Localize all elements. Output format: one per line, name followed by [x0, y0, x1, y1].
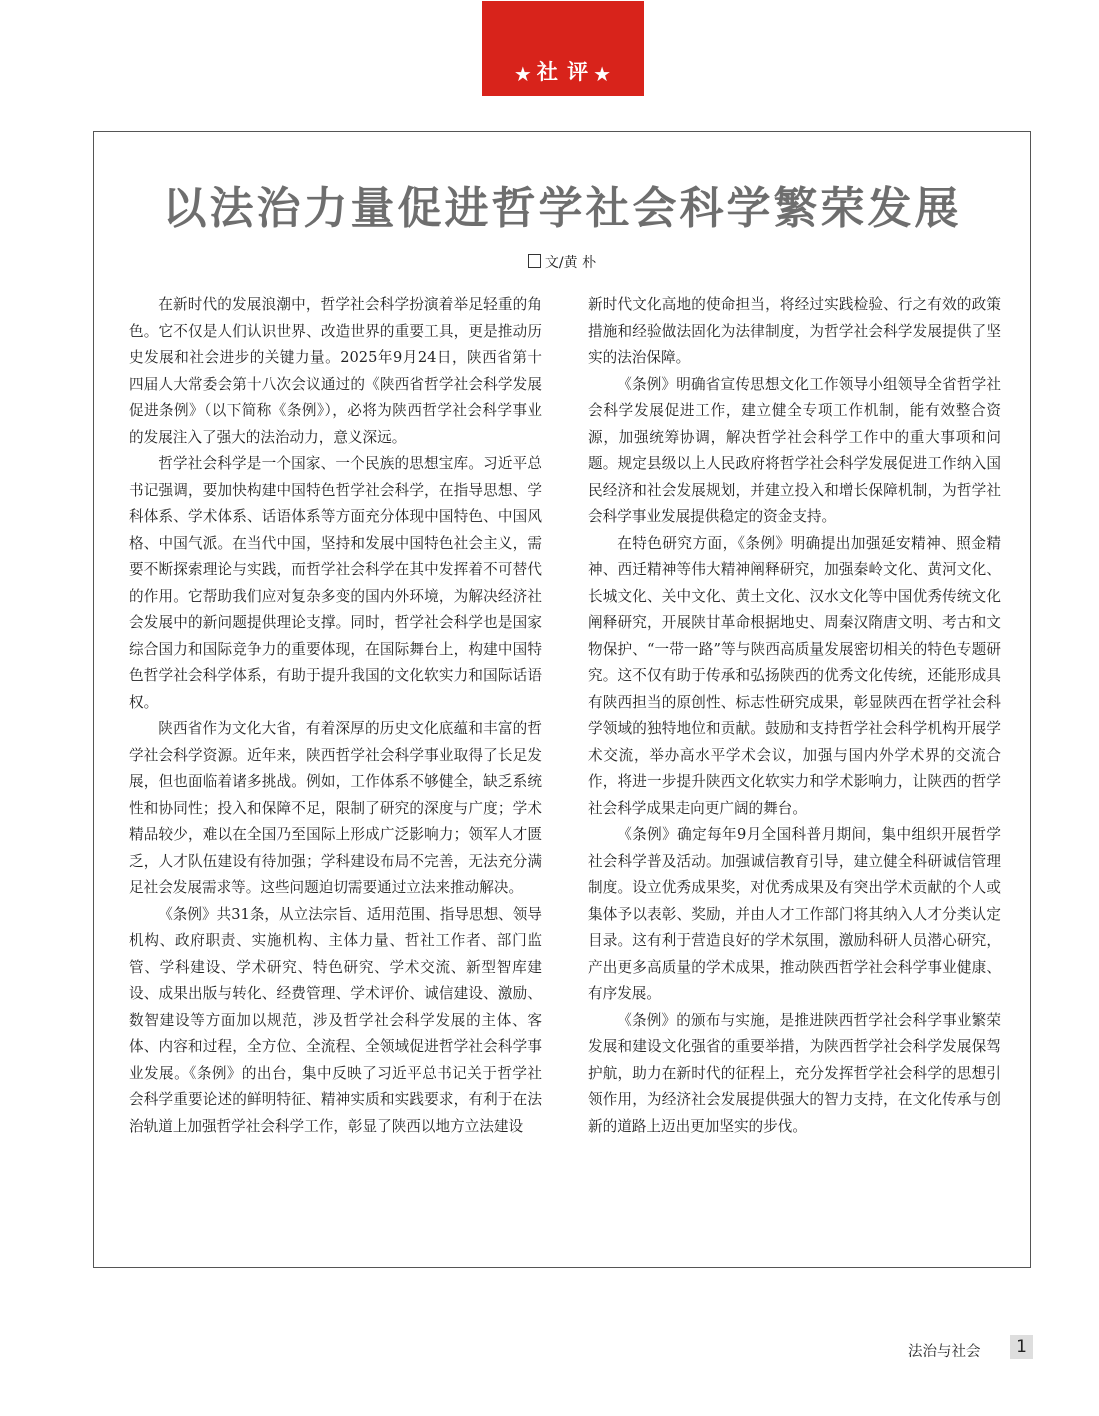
left-column — [129, 292, 542, 1140]
paragraph: 《条例》共31条，从立法宗旨、适用范围、指导思想、领导机构、政府职责、实施机构、主体力量、哲社工作者、部门监管、学科建设、学术研究、特色研究、学术交流、新型智库建设、成果出版与转化、经费管理、学术评价、诚信建设、激励、数智建设等方面加以规范，涉及哲学社会科学发展的主体、客体、内容和过程，全方位、全流程、全领域促进哲学社会科学事业发展。《条例》的出台，集中反映了习近平总书记关于哲学社会科学重要论述的鲜明特征、精神实质和实践要求，有利于在法治轨道上加强哲学社会科学工作，彰显了陕西以地方立法建设 — [129, 905, 542, 1135]
section-badge — [482, 1, 644, 96]
square-icon — [528, 254, 541, 268]
paragraph: 在特色研究方面，《条例》明确提出加强延安精神、照金精神、西迁精神等伟大精神阐释研究，加强秦岭文化、黄河文化、长城文化、关中文化、黄土文化、汉水文化等中国优秀传统文化阐释研究，开展陕甘革命根据地史、周秦汉隋唐文明、考古和文物保护、“一带一路”等与陕西高质量发展密切相关的特色专题研究。这不仅有助于传承和弘扬陕西的优秀文化传统，还能形成具有陕西担当的原创性、标志性研究成果，彰显陕西在哲学社会科学领域的独特地位和贡献。鼓励和支持哲学社会科学机构开展学术交流，举办高水平学术会议，加强与国内外学术界的交流合作，将进一步提升陕西文化软实力和学术影响力，让陕西的哲学社会科学成果走向更广阔的舞台。 — [588, 534, 1001, 817]
paragraph: 陕西省作为文化大省，有着深厚的历史文化底蕴和丰富的哲学社会科学资源。近年来，陕西哲学社会科学事业取得了长足发展，但也面临着诸多挑战。例如，工作体系不够健全，缺乏系统性和协同性；投入和保障不足，限制了研究的深度与广度；学术精品较少，难以在全国乃至国际上形成广泛影响力；领军人才匮乏，人才队伍建设有待加强；学科建设布局不完善，无法充分满足社会发展需求等。这些问题迫切需要通过立法来推动解决。 — [129, 720, 542, 896]
paragraph: 《条例》明确省宣传思想文化工作领导小组领导全省哲学社会科学发展促进工作，建立健全专项工作机制，能有效整合资源，加强统筹协调，解决哲学社会科学工作中的重大事项和问题。规定县级以上人民政府将哲学社会科学发展促进工作纳入国民经济和社会发展规划，并建立投入和增长保障机制，为哲学社会科学事业发展提供稳定的资金支持。 — [588, 375, 1001, 525]
article-frame — [93, 131, 1031, 1268]
page-number: 1 — [1010, 1335, 1033, 1359]
paragraph: 《条例》确定每年9月全国科普月期间，集中组织开展哲学社会科学普及活动。加强诚信教育引导，建立健全科研诚信管理制度。设立优秀成果奖，对优秀成果及有突出学术贡献的个人或集体予以表彰、奖励，并由人才工作部门将其纳入人才分类认定目录。这有利于营造良好的学术氛围，激励科研人员潜心研究，产出更多高质量的学术成果，推动陕西哲学社会科学事业健康、有序发展。 — [588, 826, 1001, 1002]
right-column — [588, 292, 1001, 1140]
publication-name: 法治与社会 — [908, 1344, 981, 1360]
paragraph: 《条例》的颁布与实施，是推进陕西哲学社会科学事业繁荣发展和建设文化强省的重要举措，为陕西哲学社会科学发展保驾护航，助力在新时代的征程上，充分发挥哲学社会科学的思想引领作用，为经济社会发展提供强大的智力支持，在文化传承与创新的道路上迈出更加坚实的步伐。 — [588, 1011, 1001, 1135]
byline — [94, 252, 1030, 272]
paragraph-continuation: 新时代文化高地的使命担当，将经过实践检验、行之有效的政策措施和经验做法固化为法律制度，为哲学社会科学发展提供了坚实的法治保障。 — [588, 296, 1001, 366]
article-title: 以法治力量促进哲学社会科学繁荣发展 — [162, 183, 962, 234]
paragraph: 哲学社会科学是一个国家、一个民族的思想宝库。习近平总书记强调，要加快构建中国特色哲学社会科学，在指导思想、学科体系、学术体系、话语体系等方面充分体现中国特色、中国风格、中国气派。在当代中国，坚持和发展中国特色社会主义，需要不断探索理论与实践，而哲学社会科学在其中发挥着不可替代的作用。它帮助我们应对复杂多变的国内外环境，为解决经济社会发展中的新问题提供理论支撑。同时，哲学社会科学也是国家综合国力和国际竞争力的重要体现，在国际舞台上，构建中国特色哲学社会科学体系，有助于提升我国的文化软实力和国际话语权。 — [129, 455, 542, 711]
section-label: 社 评 — [536, 60, 590, 84]
paragraph: 在新时代的发展浪潮中，哲学社会科学扮演着举足轻重的角色。它不仅是人们认识世界、改造世界的重要工具，更是推动历史发展和社会进步的关键力量。2025年9月24日，陕西省第十四届人大常委会第十八次会议通过的《陕西省哲学社会科学发展促进条例》（以下简称《条例》），必将为陕西哲学社会科学事业的发展注入了强大的法治动力，意义深远。 — [129, 296, 542, 446]
byline-text: 文/黄 朴 — [544, 255, 597, 271]
star-icon: ★ — [513, 62, 533, 86]
star-icon: ★ — [593, 62, 613, 86]
